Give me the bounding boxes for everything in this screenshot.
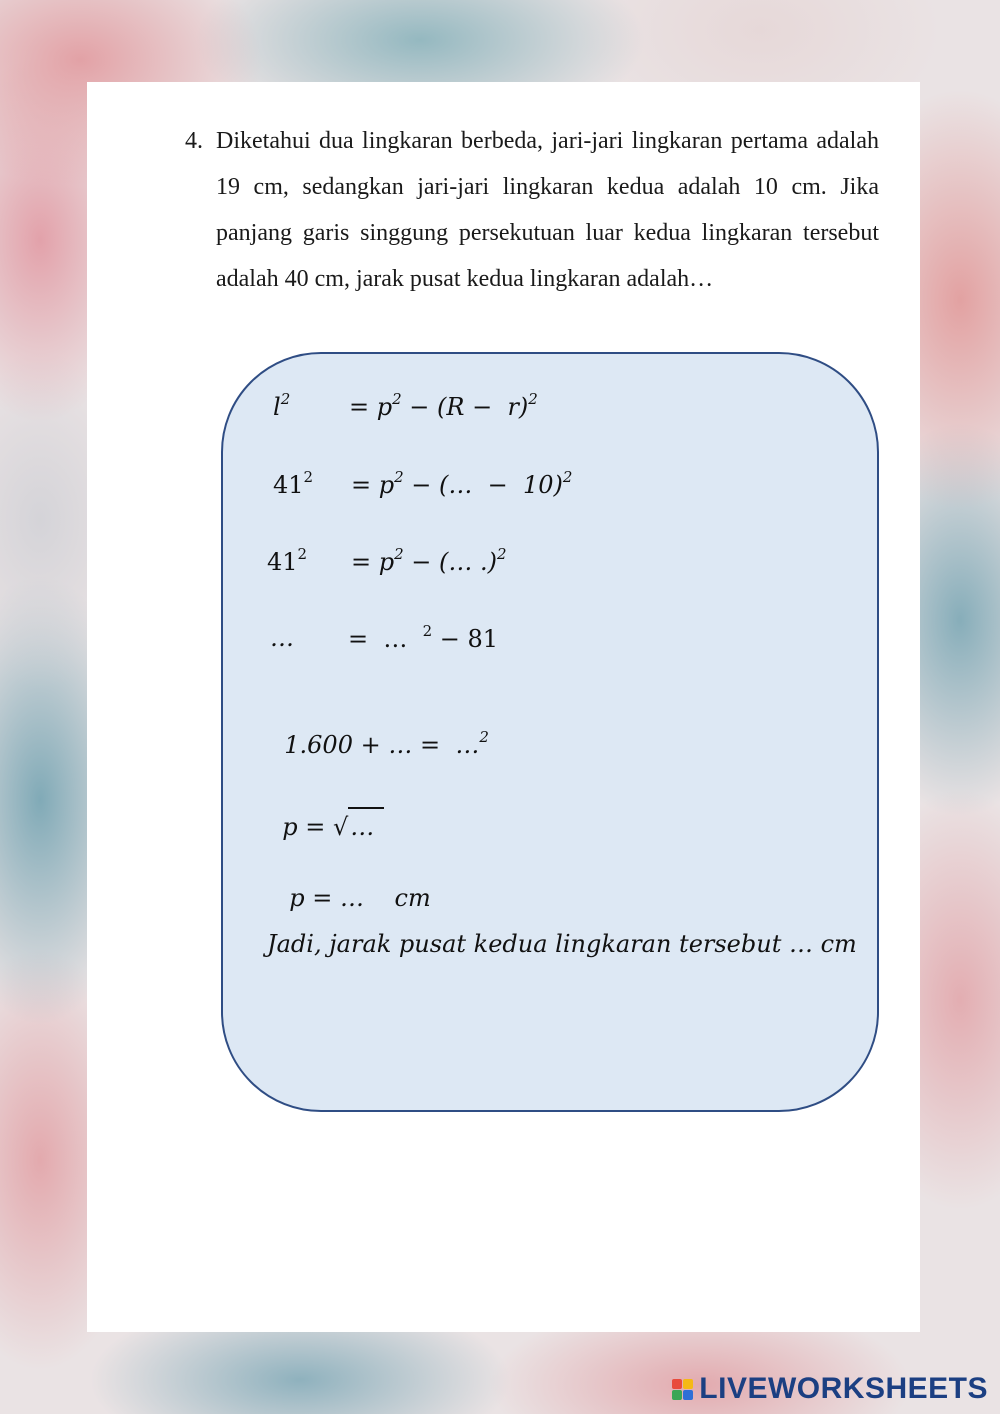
step-2-rhs-a-exponent: 2 (394, 468, 404, 486)
step-4-rhs-b: − 81 (432, 625, 499, 653)
step-1-lhs: l (273, 393, 281, 421)
step-2 (273, 468, 573, 554)
logo-square-yellow (683, 1379, 693, 1389)
step-2-lhs-exponent: 2 (303, 468, 314, 486)
question-4 (185, 118, 879, 302)
question-number: 4. (185, 128, 203, 154)
step-2-lhs: 41 (273, 471, 304, 499)
step-6 (267, 779, 384, 841)
logo-square-red (672, 1379, 682, 1389)
step-2-rhs-b: − (… − 10) (403, 471, 563, 499)
step-7 (274, 856, 431, 912)
step-2-rhs-b-exponent: 2 (562, 468, 573, 486)
brand-name: LIVEWORKSHEETS (699, 1372, 988, 1405)
step-3 (267, 545, 507, 631)
step-6-lhs: p = (282, 813, 333, 841)
brand-logo[interactable] (672, 1372, 988, 1406)
step-1-lhs-exponent: 2 (280, 390, 291, 408)
step-3-rhs-a-exponent: 2 (394, 545, 404, 563)
step-3-lhs: 41 (267, 548, 298, 576)
step-1-rhs-b-exponent: 2 (528, 390, 538, 408)
step-3-lhs-exponent: 2 (297, 545, 308, 563)
logo-square-blue (683, 1390, 693, 1400)
step-1-rhs-a: = p (349, 393, 393, 421)
step-2-rhs-a: = p (351, 471, 395, 499)
conclusion-text: Jadi, jarak pusat kedua lingkaran tersebut … cm (267, 930, 857, 958)
step-1-rhs-a-exponent: 2 (392, 390, 402, 408)
step-3-rhs-b-exponent: 2 (497, 545, 507, 563)
step-4-rhs-a: = … (348, 625, 423, 653)
step-4-rhs-a-exponent: 2 (422, 622, 433, 640)
step-4-lhs: … (270, 624, 294, 652)
step-1 (273, 390, 538, 476)
step-1-rhs-b: − (R − r) (401, 393, 529, 421)
brand-logo-icon (672, 1379, 693, 1400)
step-3-rhs-a: = p (351, 548, 395, 576)
radicand: … (348, 807, 384, 841)
step-7-text: p = … cm (289, 884, 431, 912)
step-5-text: 1.600 + … = … (284, 731, 480, 759)
step-3-rhs-b: − (… .) (403, 548, 498, 576)
question-text: Diketahui dua lingkaran berbeda, jari-jari lingkaran pertama adalah 19 cm, sedangkan jari-jari lingkaran kedua adalah 10 cm. Jika panjang garis singgung persekutuan luar kedua lingkaran tersebut adalah 40 cm, jarak pusat kedua lingkaran adalah… (216, 128, 879, 292)
step-5-exponent: 2 (479, 728, 489, 746)
step-5 (269, 702, 489, 759)
step-4 (270, 622, 499, 708)
logo-square-green (672, 1390, 682, 1400)
radical-sign: √ (333, 813, 349, 841)
